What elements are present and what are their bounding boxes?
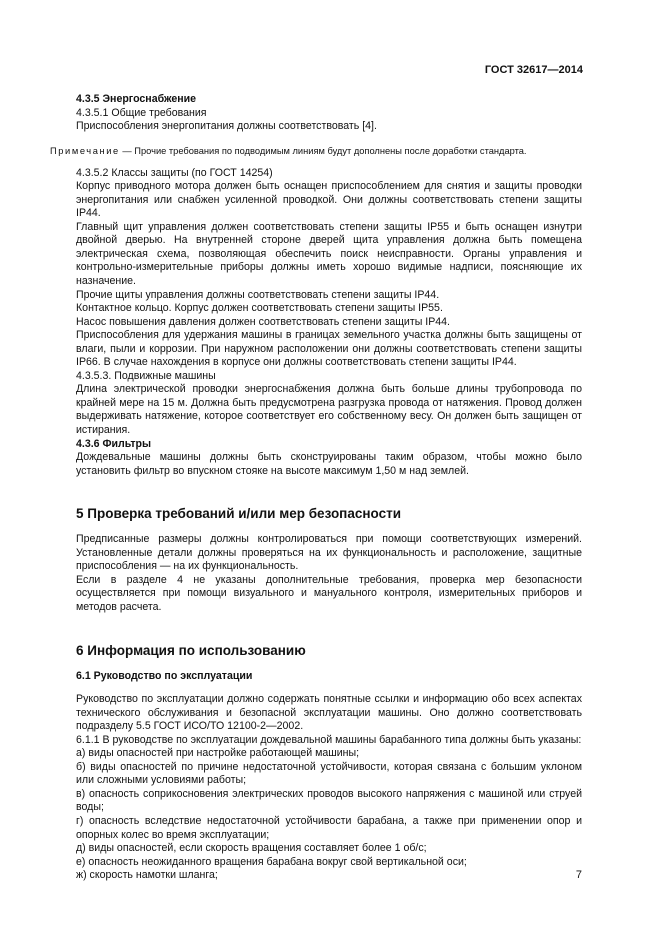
note (50, 145, 582, 157)
list-item: е) опасность неожиданного вращения барабана вокруг свой вертикальной оси; (76, 855, 467, 868)
section-4-3-5-title: 4.3.5 Энергоснабжение (76, 93, 197, 105)
list-item: а) виды опасностей при настройке работающей машины; (76, 747, 360, 760)
section-4-3-6-title: 4.3.6 Фильтры (76, 437, 152, 450)
list-item: ж) скорость намотки шланга; (76, 869, 218, 882)
paragraph: Руководство по эксплуатации должно содержать понятные ссылки и информацию обо всех аспектах технического обслуживания и безопасной эксплуатации машины. Оно должно соответствовать подразделу 5.5 ГОСТ ИСО/ТО 12100-2—2002. (76, 693, 582, 733)
paragraph: Корпус приводного мотора должен быть оснащен приспособлением для снятия и защиты проводки энергопитания или снабжен усиленной проводкой. Они должны соответствовать степени защиты IP44. (76, 180, 582, 220)
section-4-3-5-2-title: 4.3.5.2 Классы защиты (по ГОСТ 14254) (76, 166, 273, 179)
list-item: г) опасность вследствие недостаточной устойчивости барабана, а также при применении опор и опорных колес во время эксплуатации; (76, 814, 582, 841)
paragraph: 6.1.1 В руководстве по эксплуатации дождевальной машины барабанного типа должны быть указаны: (76, 733, 582, 746)
paragraph: Прочие щиты управления должны соответствовать степени защиты IP44. (76, 288, 440, 301)
page-body (50, 93, 582, 883)
section-4-3-5-1-title: 4.3.5.1 Общие требования (76, 106, 207, 119)
document-code: ГОСТ 32617—2014 (484, 64, 583, 76)
note-label: Примечание (50, 145, 120, 156)
list-item: в) опасность соприкосновения электрических проводов высокого напряжения с машиной или струей воды; (76, 787, 582, 814)
paragraph: Приспособления энергопитания должны соответствовать [4]. (76, 120, 377, 133)
paragraph: Приспособления для удержания машины в границах земельного участка должны быть защищены от влаги, пыли и коррозии. При наружном расположении они должны соответствовать степени защиты IP66. В случае нахождения в корпусе они должны соответствовать степени защиты IP44. (76, 329, 582, 369)
section-6-title: 6 Информация по использованию (76, 642, 306, 658)
paragraph: Контактное кольцо. Корпус должен соответствовать степени защиты IP55. (76, 302, 443, 315)
section-6-1-title: 6.1 Руководство по эксплуатации (76, 669, 253, 682)
paragraph: Насос повышения давления должен соответствовать степени защиты IP44. (76, 315, 450, 328)
list-item: д) виды опасностей, если скорость вращения составляет более 1 об/с; (76, 842, 427, 855)
paragraph: Длина электрической проводки энергоснабжения должна быть больше длины трубопровода по крайней мере на 15 м. Должна быть предусмотрена разгрузка провода от натяжения. Провод должен выдерживать натяжение, которое соответствует его собственному весу. Он должен быть защищен от истирания. (76, 383, 582, 437)
paragraph: Дождевальные машины должны быть сконструированы таким образом, чтобы можно было установить фильтр во впускном стояке на высоте максимум 1,50 м над землей. (76, 451, 582, 477)
section-5-title: 5 Проверка требований и/или мер безопасности (76, 506, 401, 522)
page-number: 7 (575, 869, 582, 881)
section-4-3-5-3-title: 4.3.5.3. Подвижные машины (76, 369, 216, 382)
paragraph: Главный щит управления должен соответствовать степени защиты IP55 и быть оснащен изнутри двойной дверью. На внутренней стороне дверей щита управления должна быть помещена электрическая схема, позволяющая обеспечить поиск неисправности. Органы управления и контрольно-измерительные приборы должны иметь хорошо видимые надписи, поясняющие их назначение. (76, 220, 582, 288)
paragraph: Если в разделе 4 не указаны дополнительные требования, проверка мер безопасности осуществляется при помощи визуального и мануального контроля, измерительных приборов и методов расчета. (76, 573, 582, 613)
list-item: б) виды опасностей по причине недостаточной устойчивости, которая связана с большим уклоном или сложными условиями работы; (76, 760, 582, 787)
paragraph: Предписанные размеры должны контролироваться при помощи соответствующих измерений. Установленные детали должны проверяться на их функциональность и расположение, защитные приспособления — на их функциональность. (76, 533, 582, 573)
note-text: — Прочие требования по подводимым линиям будут дополнены после доработки стандарта. (119, 145, 527, 156)
